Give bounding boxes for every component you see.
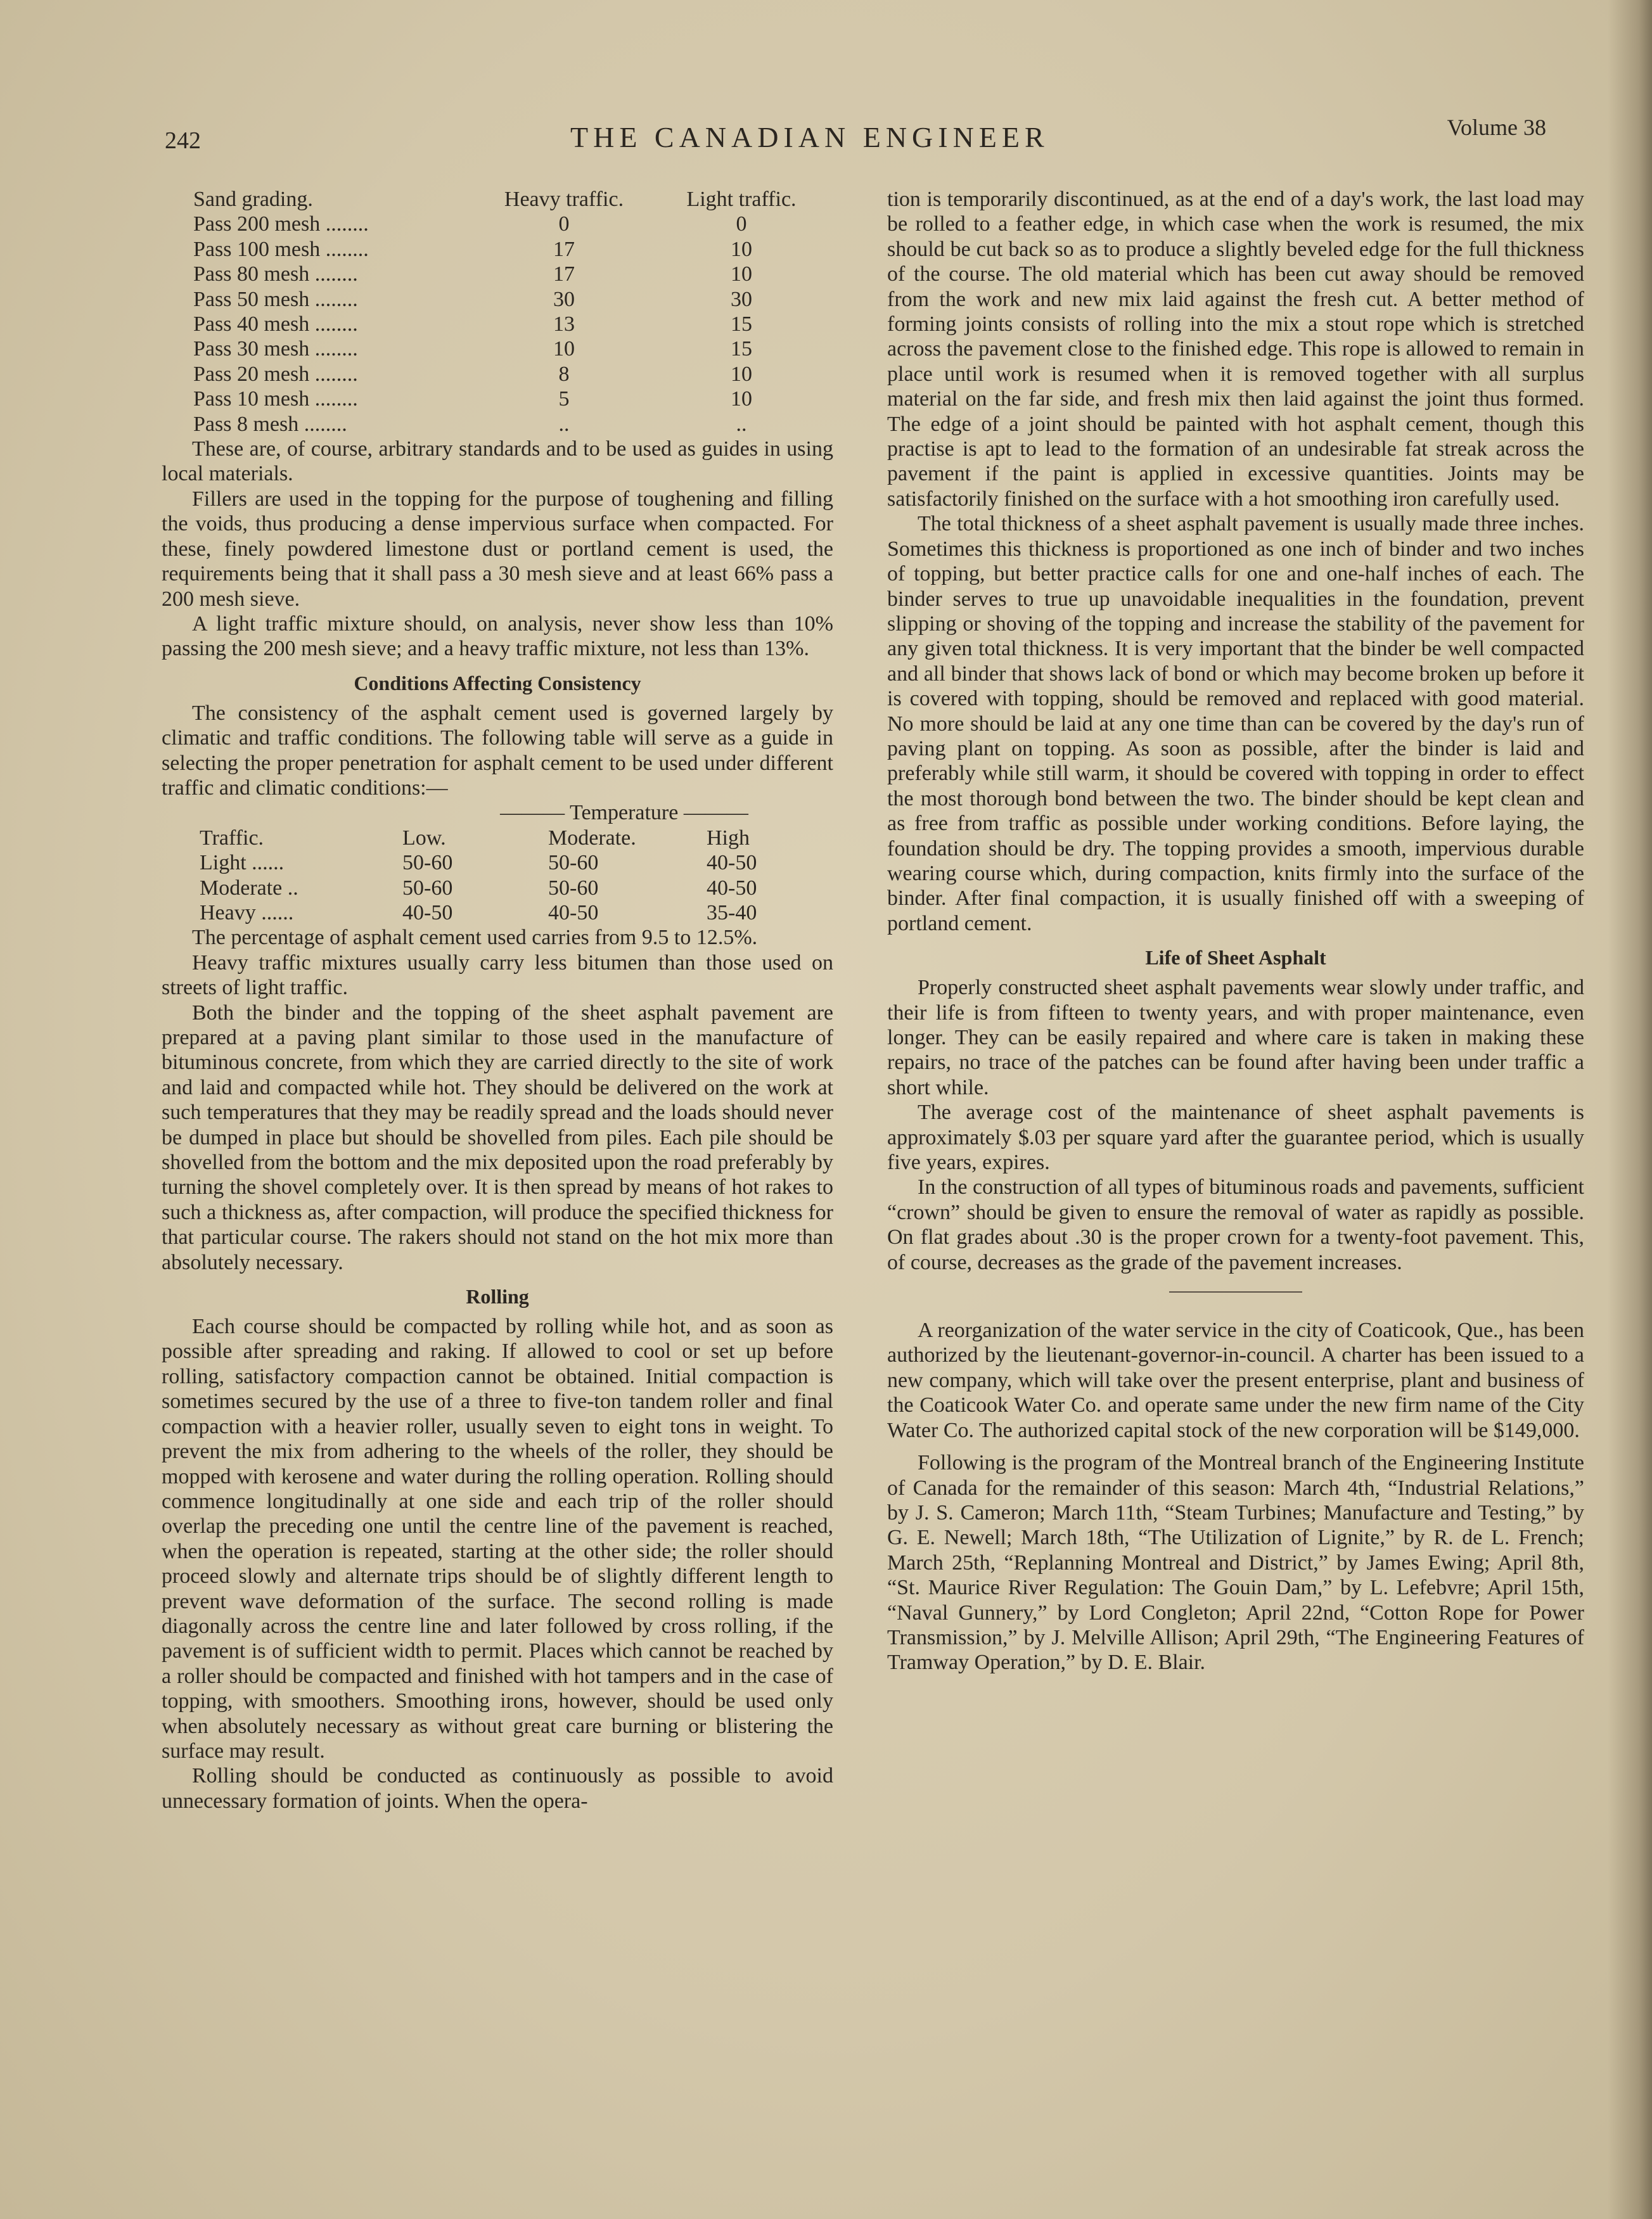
temperature-label: Temperature <box>570 801 679 825</box>
paragraph: A light traffic mixture should, on analysis, never show less than 10% passing the 200 mesh sieve; and a heavy traffic mixture, not less than 13%. <box>162 611 833 661</box>
volume-label: Volume 38 <box>1447 115 1546 140</box>
paragraph: Properly constructed sheet asphalt pavements wear slowly under traffic, and their life is from fifteen to twenty years, and with proper maintenance, even longer. They can be easily repaired and where care is taken in making these repairs, no trace of the patches can be found after having been under traffic a short while. <box>887 976 1584 1099</box>
table-header-row <box>193 187 840 212</box>
section-heading: Life of Sheet Asphalt <box>1145 946 1326 969</box>
table-header: Light traffic. <box>686 188 797 211</box>
table-cell: 50-60 <box>548 851 599 875</box>
paragraph: The percentage of asphalt cement used carries from 9.5 to 12.5%. <box>192 926 758 950</box>
table-cell: 15 <box>731 312 752 336</box>
table-cell: 0 <box>558 212 570 236</box>
table-cell: Pass 8 mesh ........ <box>193 412 347 436</box>
table-header-row <box>200 826 846 850</box>
table-row <box>193 262 840 286</box>
table-row <box>193 336 840 361</box>
table-row <box>193 237 840 262</box>
table-cell: Pass 40 mesh ........ <box>193 312 358 336</box>
journal-title: THE CANADIAN ENGINEER <box>570 121 1049 153</box>
table-group-header: ——— Temperature ——— <box>500 801 748 825</box>
table-cell: Pass 200 mesh ........ <box>193 212 369 236</box>
table-row <box>193 387 840 411</box>
table-row <box>193 412 840 437</box>
table-cell: Moderate .. <box>200 876 298 900</box>
table-row <box>200 876 846 900</box>
table-cell: 10 <box>731 237 752 261</box>
paragraph: The consistency of the asphalt cement used is governed largely by climatic and traffic conditions. The following table will serve as a guide in selecting the proper penetration for asphalt cement to be used under different traffic and climatic conditions:— <box>162 701 833 800</box>
table-group-header-row <box>200 800 846 825</box>
table-cell: 10 <box>553 337 575 361</box>
paragraph: Heavy traffic mixtures usually carry less bitumen than those used on streets of light traffic. <box>162 950 833 1000</box>
paragraph: The average cost of the maintenance of sheet asphalt pavements is approximately $.03 per square yard after the guarantee period, which is usually five years, expires. <box>887 1101 1584 1175</box>
table-cell: .. <box>736 412 747 436</box>
section-heading: Conditions Affecting Consistency <box>354 671 641 694</box>
table-cell: 10 <box>731 262 752 286</box>
table-cell: Pass 20 mesh ........ <box>193 362 358 386</box>
left-column <box>162 187 833 1813</box>
table-header: High <box>707 826 750 850</box>
table-cell: 5 <box>558 387 570 411</box>
table-cell: 30 <box>553 287 575 311</box>
table-header: Moderate. <box>548 826 636 850</box>
table-cell: Pass 50 mesh ........ <box>193 287 358 311</box>
table-cell: 10 <box>731 387 752 411</box>
table-cell: Light ...... <box>200 851 285 875</box>
table-cell: .. <box>558 412 570 436</box>
section-heading: Rolling <box>466 1285 529 1308</box>
paragraph: Rolling should be conducted as continuously as possible to avoid unnecessary formation of joints. When the opera- <box>162 1764 833 1813</box>
table-row <box>200 900 846 925</box>
paragraph: The total thickness of a sheet asphalt pavement is usually made three inches. Sometimes this thickness is proportioned as one inch of binder and two inches of topping, but better practice calls for one and one-half inches of each. The binder serves to true up unavoidable inequalities in the foundation, prevent slipping or shoving of the topping and increase the stability of the pavement for any given total thickness. It is very important that the binder be well compacted and all binder that shows lack of bond or which may become broken up before it is covered with topping, should be removed and replaced with good material. No more should be laid at any one time than can be covered by the day's run of paving plant on topping. As soon as possible, after the binder is laid and preferably while still warm, it should be covered with topping in order to effect the most thorough bond between the two. The binder should be kept clean and as free from traffic as possible under working conditions. Before laying, the foundation should be dry. The topping provides a smooth, impervious durable wearing course which, during compaction, knits firmly into the surface of the binder. After final compaction, it is usually finished off with a sweeping of portland cement. <box>887 512 1584 935</box>
gutter-shadow <box>1608 0 1652 2219</box>
table-cell: Pass 100 mesh ........ <box>193 237 369 261</box>
table-cell: Pass 10 mesh ........ <box>193 387 358 411</box>
table-cell: 15 <box>731 337 752 361</box>
table-row <box>200 850 846 875</box>
table-cell: 50-60 <box>402 851 453 875</box>
table-cell: 50-60 <box>548 876 599 900</box>
table-cell: 40-50 <box>707 876 757 900</box>
table-cell: 13 <box>553 312 575 336</box>
table-cell: 35-40 <box>707 900 757 924</box>
table-header: Traffic. <box>200 826 264 850</box>
table-cell: 30 <box>731 287 752 311</box>
table-header: Low. <box>402 826 446 850</box>
page-number: 242 <box>165 127 201 154</box>
paragraph: Each course should be compacted by rolling while hot, and as soon as possible after spreading and raking. If allowed to cool or set up before rolling, satisfactory compaction cannot be obtained. Initial compaction is sometimes secured by the use of a three to five-ton tandem roller and final compaction with a heavier roller, usually seven to eight tons in weight. To prevent the mix from adhering to the wheels of the roller, they should be mopped with kerosene and water during the rolling operation. Rolling should commence longitudinally at one side and each trip of the roller should overlap the preceding one until the centre line of the pavement is reached, when the operation is repeated, starting at the other side; the roller should proceed slowly and alternate trips should be of slightly different length to prevent wave deformation of the surface. The second rolling is made diagonally across the centre line and later followed by cross rolling, if the pavement is of sufficient width to permit. Places which cannot be reached by a roller should be compacted and finished with hot tampers and in the case of topping, with smoothers. Smoothing irons, however, should be used only when absolutely necessary as without great care burning or blistering the surface may result. <box>162 1315 833 1763</box>
table-cell: Pass 30 mesh ........ <box>193 337 358 361</box>
table-row <box>193 312 840 336</box>
table-row <box>193 362 840 387</box>
paragraph: These are, of course, arbitrary standards and to be used as guides in using local materials. <box>162 437 833 486</box>
running-head <box>165 114 1546 165</box>
table-cell: 0 <box>736 212 747 236</box>
sand-grading-table <box>193 187 840 437</box>
paragraph: A reorganization of the water service in the city of Coaticook, Que., has been authorized by the lieutenant-governor-in-council. A charter has been issued to a new company, which will take over the present enterprise, plant and business of the Coaticook Water Co. and operate same under the new firm name of the City Water Co. The authorized capital stock of the new corporation will be $149,000. <box>887 1319 1584 1442</box>
section-divider <box>1169 1291 1302 1293</box>
table-cell: Heavy ...... <box>200 900 294 924</box>
table-cell: 10 <box>731 362 752 386</box>
table-header: Sand grading. <box>193 188 313 211</box>
table-cell: 17 <box>553 262 575 286</box>
table-row <box>193 287 840 312</box>
table-row <box>193 212 840 236</box>
table-cell: 40-50 <box>548 900 599 924</box>
table-cell: Pass 80 mesh ........ <box>193 262 358 286</box>
table-header: Heavy traffic. <box>504 188 624 211</box>
table-cell: 40-50 <box>402 900 453 924</box>
paragraph: tion is temporarily discontinued, as at the end of a day's work, the last load may be rolled to a feather edge, in which case when the work is resumed, the mix should be cut back so as to produce a slightly beveled edge for the full thickness of the course. The old material which has been cut away should be removed from the work and new mix laid against the fresh cut. A better method of forming joints consists of rolling into the mix a stout rope which is stretched across the pavement close to the finished edge. This rope is allowed to remain in place until work is resumed when it is removed together with all surplus material on the far side, and fresh mix then laid against the joint thus formed. The edge of a joint should be painted with hot asphalt cement, though this practise is apt to lead to the formation of an undesirable fat streak across the pavement if the paint is applied in excessive quantities. Joints may be satisfactorily finished on the surface with a hot smoothing iron carefully used. <box>887 188 1584 511</box>
table-cell: 40-50 <box>707 851 757 875</box>
table-cell: 17 <box>553 237 575 261</box>
paragraph: Fillers are used in the topping for the purpose of toughening and filling the voids, thus producing a dense impervious surface when compacted. For these, finely powdered limestone dust or portland cement is used, the requirements being that it shall pass a 30 mesh sieve and at least 66% pass a 200 mesh sieve. <box>162 487 833 611</box>
right-column <box>887 187 1584 1675</box>
paragraph: Following is the program of the Montreal branch of the Engineering Institute of Canada for the remainder of this season: March 4th, “Industrial Relations,” by J. S. Cameron; March 11th, “Steam Turbines; Manufacture and Testing,” by G. E. Newell; March 18th, “The Utilization of Lignite,” by R. de L. French; March 25th, “Replanning Montreal and District,” by James Ewing; April 8th, “St. Maurice River Regulation: The Gouin Dam,” by L. Lefebvre; April 15th, “Naval Gunnery,” by Lord Congleton; April 22nd, “Cotton Rope for Power Transmission,” by J. Melville Allison; April 29th, “The Engineering Features of Tramway Operation,” by D. E. Blair. <box>887 1451 1584 1675</box>
penetration-table <box>200 800 846 925</box>
paragraph: In the construction of all types of bituminous roads and pavements, sufficient “crown” should be given to ensure the removal of water as rapidly as possible. On flat grades about .30 is the proper crown for a twenty-foot pavement. This, of course, decreases as the grade of the pavement increases. <box>887 1175 1584 1274</box>
table-cell: 8 <box>558 362 570 386</box>
table-cell: 50-60 <box>402 876 453 900</box>
paragraph: Both the binder and the topping of the sheet asphalt pavement are prepared at a paving plant similar to those used in the manufacture of bituminous concrete, from which they are carried directly to the site of work and laid and compacted while hot. They should be delivered on the work at such temperatures that they may be readily spread and the loads should never be dumped in place but should be shovelled from piles. Each pile should be shovelled from the bottom and the mix deposited upon the road preferably by turning the shovel completely over. It is then spread by means of hot rakes to such a thickness as, after compaction, will produce the specified thickness for that particular course. The rakers should not stand on the hot mix more than absolutely necessary. <box>162 1001 833 1274</box>
